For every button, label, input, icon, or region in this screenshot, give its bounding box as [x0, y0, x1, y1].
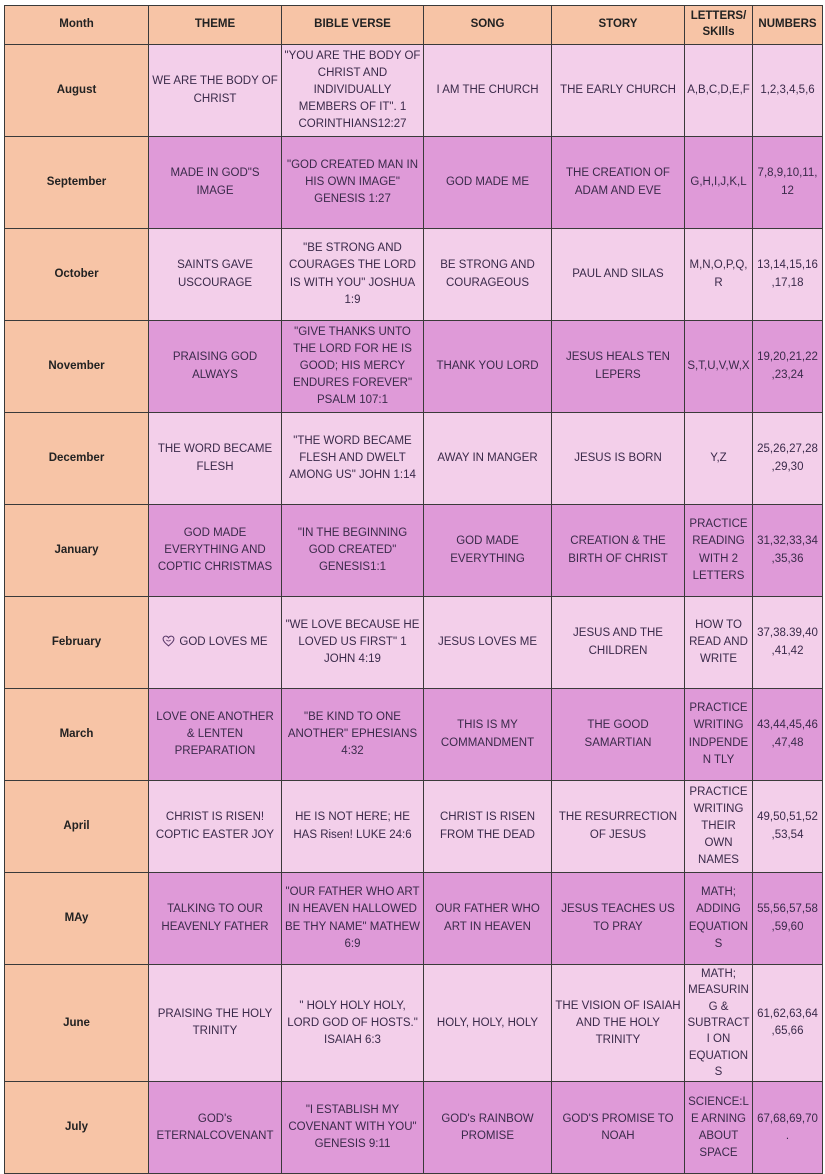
story-cell: JESUS AND THE CHILDREN: [552, 597, 685, 689]
theme-cell: PRAISING GOD ALWAYS: [149, 321, 282, 413]
table-row: [5, 321, 823, 413]
table-row: [5, 229, 823, 321]
song-cell: OUR FATHER WHO ART IN HEAVEN: [424, 873, 552, 965]
table-row: [5, 45, 823, 137]
verse-cell: "GOD CREATED MAN IN HIS OWN IMAGE" GENESIS 1:27: [282, 137, 424, 229]
story-cell: JESUS IS BORN: [552, 413, 685, 505]
letters-cell: HOW TO READ AND WRITE: [685, 597, 753, 689]
letters-cell: PRACTICE READING WITH 2 LETTERS: [685, 505, 753, 597]
verse-cell: "IN THE BEGINNING GOD CREATED" GENESIS1:1: [282, 505, 424, 597]
table-row: [5, 781, 823, 873]
header-bible-verse: BIBLE VERSE: [282, 6, 424, 45]
story-cell: PAUL AND SILAS: [552, 229, 685, 321]
table-row: [5, 873, 823, 965]
table-row: [5, 689, 823, 781]
month-cell: September: [5, 137, 149, 229]
table-row: [5, 1082, 823, 1174]
song-cell: GOD MADE EVERYTHING: [424, 505, 552, 597]
song-cell: THANK YOU LORD: [424, 321, 552, 413]
table-row: [5, 505, 823, 597]
letters-cell: S,T,U,V,W,X: [685, 321, 753, 413]
verse-cell: "OUR FATHER WHO ART IN HEAVEN HALLOWED BE THY NAME" MATHEW 6:9: [282, 873, 424, 965]
numbers-cell: 19,20,21,22 ,23,24: [753, 321, 823, 413]
numbers-cell: 25,26,27,28 ,29,30: [753, 413, 823, 505]
numbers-cell: 31,32,33,34 ,35,36: [753, 505, 823, 597]
song-cell: I AM THE CHURCH: [424, 45, 552, 137]
verse-cell: "BE STRONG AND COURAGES THE LORD IS WITH YOU" JOSHUA 1:9: [282, 229, 424, 321]
letters-cell: SCIENCE:LE ARNING ABOUT SPACE: [685, 1082, 753, 1174]
month-cell: June: [5, 965, 149, 1082]
letters-cell: PRACTICE WRITING INDPENDEN TLY: [685, 689, 753, 781]
numbers-cell: 13,14,15,16 ,17,18: [753, 229, 823, 321]
month-cell: July: [5, 1082, 149, 1174]
month-cell: August: [5, 45, 149, 137]
numbers-cell: 67,68,69,70 .: [753, 1082, 823, 1174]
letters-cell: MATH; MEASURIN G & SUBTRACTI ON EQUATIONS: [685, 965, 753, 1082]
verse-cell: "BE KIND TO ONE ANOTHER" EPHESIANS 4:32: [282, 689, 424, 781]
numbers-cell: 1,2,3,4,5,6: [753, 45, 823, 137]
header-story: STORY: [552, 6, 685, 45]
numbers-cell: 7,8,9,10,11, 12: [753, 137, 823, 229]
story-cell: CREATION & THE BIRTH OF CHRIST: [552, 505, 685, 597]
letters-cell: Y,Z: [685, 413, 753, 505]
theme-cell: TALKING TO OUR HEAVENLY FATHER: [149, 873, 282, 965]
verse-cell: "WE LOVE BECAUSE HE LOVED US FIRST" 1 JOHN 4:19: [282, 597, 424, 689]
header-month: Month: [5, 6, 149, 45]
verse-cell: "YOU ARE THE BODY OF CHRIST AND INDIVIDUALLY MEMBERS OF IT". 1 CORINTHIANS12:27: [282, 45, 424, 137]
song-cell: BE STRONG AND COURAGEOUS: [424, 229, 552, 321]
story-cell: GOD'S PROMISE TO NOAH: [552, 1082, 685, 1174]
story-cell: THE CREATION OF ADAM AND EVE: [552, 137, 685, 229]
song-cell: JESUS LOVES ME: [424, 597, 552, 689]
header-theme: THEME: [149, 6, 282, 45]
theme-cell: LOVE ONE ANOTHER & LENTEN PREPARATION: [149, 689, 282, 781]
letters-cell: M,N,O,P,Q, R: [685, 229, 753, 321]
letters-cell: A,B,C,D,E,F: [685, 45, 753, 137]
theme-cell: SAINTS GAVE USCOURAGE: [149, 229, 282, 321]
header-letters-skills: LETTERS/ SKIlls: [685, 6, 753, 45]
month-cell: April: [5, 781, 149, 873]
story-cell: THE EARLY CHURCH: [552, 45, 685, 137]
theme-cell: MADE IN GOD"S IMAGE: [149, 137, 282, 229]
theme-cell: PRAISING THE HOLY TRINITY: [149, 965, 282, 1082]
letters-cell: G,H,I,J,K,L: [685, 137, 753, 229]
numbers-cell: 37,38.39,40 ,41,42: [753, 597, 823, 689]
month-cell: January: [5, 505, 149, 597]
theme-cell: WE ARE THE BODY OF CHRIST: [149, 45, 282, 137]
song-cell: HOLY, HOLY, HOLY: [424, 965, 552, 1082]
verse-cell: "GIVE THANKS UNTO THE LORD FOR HE IS GOOD; HIS MERCY ENDURES FOREVER" PSALM 107:1: [282, 321, 424, 413]
story-cell: THE RESURRECTION OF JESUS: [552, 781, 685, 873]
table-row: [5, 965, 823, 1082]
header-row: [5, 6, 823, 45]
song-cell: GOD's RAINBOW PROMISE: [424, 1082, 552, 1174]
letters-cell: MATH; ADDING EQUATIONS: [685, 873, 753, 965]
verse-cell: HE IS NOT HERE; HE HAS Risen! LUKE 24:6: [282, 781, 424, 873]
month-cell: November: [5, 321, 149, 413]
month-cell: February: [5, 597, 149, 689]
letters-cell: PRACTICE WRITING THEIR OWN NAMES: [685, 781, 753, 873]
story-cell: THE GOOD SAMARTIAN: [552, 689, 685, 781]
month-cell: October: [5, 229, 149, 321]
month-cell: MAy: [5, 873, 149, 965]
numbers-cell: 49,50,51,52 ,53,54: [753, 781, 823, 873]
verse-cell: "THE WORD BECAME FLESH AND DWELT AMONG US" JOHN 1:14: [282, 413, 424, 505]
story-cell: THE VISION OF ISAIAH AND THE HOLY TRINITY: [552, 965, 685, 1082]
curriculum-table: [4, 5, 823, 1174]
theme-cell: THE WORD BECAME FLESH: [149, 413, 282, 505]
numbers-cell: 43,44,45,46 ,47,48: [753, 689, 823, 781]
table-row: [5, 597, 823, 689]
numbers-cell: 61,62,63,64 ,65,66: [753, 965, 823, 1082]
story-cell: JESUS HEALS TEN LEPERS: [552, 321, 685, 413]
month-cell: March: [5, 689, 149, 781]
theme-cell: CHRIST IS RISEN! COPTIC EASTER JOY: [149, 781, 282, 873]
theme-cell: GOD's ETERNALCOVENANT: [149, 1082, 282, 1174]
theme-cell: [149, 597, 282, 689]
story-cell: JESUS TEACHES US TO PRAY: [552, 873, 685, 965]
song-cell: CHRIST IS RISEN FROM THE DEAD: [424, 781, 552, 873]
song-cell: THIS IS MY COMMANDMENT: [424, 689, 552, 781]
header-numbers: NUMBERS: [753, 6, 823, 45]
table-row: [5, 137, 823, 229]
month-cell: December: [5, 413, 149, 505]
table-row: [5, 413, 823, 505]
song-cell: GOD MADE ME: [424, 137, 552, 229]
numbers-cell: 55,56,57,58 ,59,60: [753, 873, 823, 965]
theme-text: GOD LOVES ME: [179, 635, 268, 648]
theme-cell: GOD MADE EVERYTHING AND COPTIC CHRISTMAS: [149, 505, 282, 597]
song-cell: AWAY IN MANGER: [424, 413, 552, 505]
verse-cell: "I ESTABLISH MY COVENANT WITH YOU" GENESIS 9:11: [282, 1082, 424, 1174]
verse-cell: " HOLY HOLY HOLY, LORD GOD OF HOSTS." ISAIAH 6:3: [282, 965, 424, 1082]
header-song: SONG: [424, 6, 552, 45]
heart-outline-icon: [162, 635, 175, 647]
